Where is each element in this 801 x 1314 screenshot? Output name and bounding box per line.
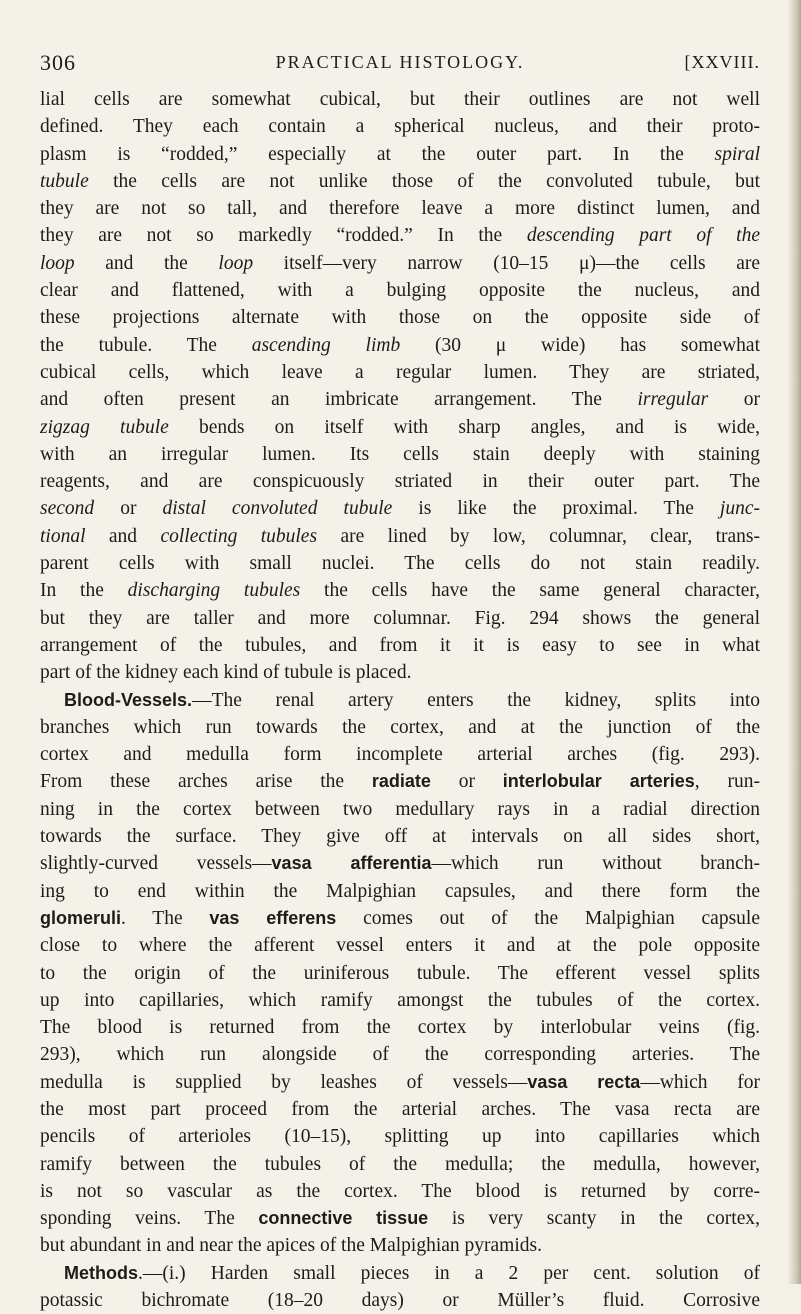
- text-line: [40, 1232, 760, 1259]
- text-line: [40, 741, 760, 768]
- text-run: the cells are not unlike those of the convoluted tubule, but: [88, 170, 760, 192]
- page-edge-shadow: [787, 0, 801, 1284]
- italic-term: distal convoluted tubule: [162, 498, 393, 520]
- italic-term: zigzag tubule: [40, 416, 169, 438]
- text-line: [40, 1014, 760, 1041]
- text-line: [40, 495, 760, 522]
- chapter-reference: [XXVIII.: [684, 52, 760, 72]
- text-line: [40, 987, 760, 1014]
- text-line: [40, 1069, 760, 1096]
- bold-term: vasa afferentia: [271, 853, 432, 874]
- italic-term: loop: [40, 252, 75, 274]
- text-run: are lined by low, columnar, clear, trans-: [317, 525, 761, 547]
- bold-term: interlobular arteries: [502, 771, 695, 792]
- text-run: or: [708, 389, 760, 411]
- text-line: [40, 1041, 760, 1068]
- text-line: [40, 550, 760, 577]
- text-run: up into capillaries, which ramify amongst the tubules of the cortex.: [40, 989, 760, 1011]
- text-run: cortex and medulla form incomplete arterial arches (fig. 293).: [40, 744, 760, 766]
- text-run: .—(i.) Harden small pieces in a 2 per cent. solution of: [138, 1262, 760, 1284]
- text-run: the cells have the same general character,: [300, 580, 760, 602]
- text-run: defined. They each contain a spherical nucleus, and their proto-: [40, 116, 760, 138]
- text-run: and the: [74, 252, 219, 274]
- text-run: (30 μ wide) has somewhat: [400, 334, 760, 356]
- text-run: the most part proceed from the arterial arches. The vasa recta are: [40, 1098, 760, 1120]
- text-run: In the: [40, 580, 128, 602]
- italic-term: discharging tubules: [127, 580, 301, 602]
- text-run: is very scanty in the cortex,: [428, 1208, 761, 1230]
- text-run: , run-: [694, 771, 760, 793]
- italic-term: descending part of the: [526, 225, 760, 247]
- text-line: [40, 605, 760, 632]
- text-run: parent cells with small nuclei. The cells do not stain readily.: [40, 553, 760, 575]
- text-run: or: [430, 771, 503, 793]
- text-run: and often present an imbricate arrangement. The: [40, 389, 638, 411]
- text-run: arrangement of the tubules, and from it it is easy to see in what: [40, 634, 760, 656]
- italic-term: second: [40, 498, 95, 520]
- text-line: [40, 632, 760, 659]
- text-line: [40, 277, 760, 304]
- bold-term: vas efferens: [209, 907, 337, 928]
- page-number: 306: [40, 50, 76, 75]
- text-run: plasm is “rodded,” especially at the outer part. In the: [40, 143, 715, 165]
- text-run: but they are taller and more columnar. Fig. 294 shows the general: [40, 607, 760, 629]
- text-run: they are not so markedly “rodded.” In the: [40, 225, 527, 247]
- text-line: [40, 687, 760, 714]
- text-run: . The: [121, 907, 210, 929]
- italic-term: tubule: [40, 170, 89, 192]
- body-text: [40, 86, 760, 1314]
- text-run: but abundant in and near the apices of the Malpighian pyramids.: [40, 1235, 542, 1257]
- text-run: the tubule. The: [40, 334, 252, 356]
- text-line: [40, 850, 760, 877]
- text-line: [40, 1151, 760, 1178]
- bold-term: Blood-Vessels.: [64, 689, 193, 710]
- italic-term: irregular: [637, 389, 709, 411]
- text-line: [40, 932, 760, 959]
- text-run: or: [94, 498, 163, 520]
- text-run: to the origin of the uriniferous tubule. The efferent vessel splits: [40, 962, 760, 984]
- text-line: [40, 414, 760, 441]
- italic-term: collecting tubules: [160, 525, 318, 547]
- italic-term: tional: [40, 525, 86, 547]
- text-run: —which for: [640, 1071, 760, 1093]
- running-title: PRACTICAL HISTOLOGY.: [275, 52, 525, 72]
- text-run: lial cells are somewhat cubical, but their outlines are not well: [40, 89, 760, 110]
- text-line: [40, 1123, 760, 1150]
- text-run: these projections alternate with those on the opposite side of: [40, 307, 760, 329]
- text-run: slightly-curved vessels—: [40, 853, 272, 875]
- text-line: [40, 714, 760, 741]
- bold-term: glomeruli: [40, 907, 122, 928]
- text-run: From these arches arise the: [40, 771, 372, 793]
- text-run: with an irregular lumen. Its cells stain deeply with staining: [40, 443, 760, 465]
- text-line: [40, 796, 760, 823]
- text-run: close to where the afferent vessel enters it and at the pole opposite: [40, 935, 760, 957]
- bold-term: radiate: [371, 771, 431, 792]
- text-line: [40, 878, 760, 905]
- text-run: reagents, and are conspicuously striated in their outer part. The: [40, 471, 760, 493]
- text-line: [40, 332, 760, 359]
- text-run: —which run without branch-: [431, 853, 760, 875]
- text-line: [40, 823, 760, 850]
- italic-term: ascending limb: [251, 334, 401, 356]
- text-line: [40, 659, 760, 686]
- bold-term: vasa recta: [527, 1071, 641, 1092]
- text-run: comes out of the Malpighian capsule: [336, 907, 760, 929]
- text-run: part of the kidney each kind of tubule is placed.: [40, 662, 412, 684]
- text-run: is like the proximal. The: [392, 498, 720, 520]
- text-line: [40, 905, 760, 932]
- text-line: [40, 141, 760, 168]
- text-run: ning in the cortex between two medullary rays in a radial direction: [40, 798, 760, 820]
- text-line: [40, 768, 760, 795]
- text-run: is not so vascular as the cortex. The blood is returned by corre-: [40, 1180, 760, 1202]
- text-run: ramify between the tubules of the medulla; the medulla, however,: [40, 1153, 760, 1175]
- bold-term: Methods: [64, 1262, 138, 1283]
- text-run: clear and flattened, with a bulging opposite the nucleus, and: [40, 280, 760, 302]
- text-line: [40, 113, 760, 140]
- text-run: potassic bichromate (18–20 days) or Müller’s fluid. Corrosive: [40, 1290, 760, 1312]
- text-line: [40, 1178, 760, 1205]
- text-line: [40, 1096, 760, 1123]
- text-line: [40, 250, 760, 277]
- text-run: bends on itself with sharp angles, and is wide,: [168, 416, 760, 438]
- text-line: [40, 304, 760, 331]
- text-line: [40, 468, 760, 495]
- text-run: towards the surface. They give off at intervals on all sides short,: [40, 826, 760, 848]
- text-line: [40, 523, 760, 550]
- text-run: medulla is supplied by leashes of vessels—: [40, 1071, 528, 1093]
- text-line: [40, 441, 760, 468]
- text-line: [40, 960, 760, 987]
- text-line: [40, 1205, 760, 1232]
- text-run: 293), which run alongside of the corresponding arteries. The: [40, 1044, 760, 1066]
- text-line: [40, 359, 760, 386]
- italic-term: junc-: [719, 498, 760, 520]
- text-run: they are not so tall, and therefore leave a more distinct lumen, and: [40, 198, 760, 220]
- text-run: cubical cells, which leave a regular lumen. They are striated,: [40, 361, 760, 383]
- running-head: [40, 50, 760, 80]
- text-run: sponding veins. The: [40, 1208, 259, 1230]
- text-line: [40, 577, 760, 604]
- text-run: —The renal artery enters the kidney, splits into: [192, 689, 760, 711]
- text-line: [40, 86, 760, 113]
- italic-term: spiral: [714, 143, 760, 165]
- text-run: pencils of arterioles (10–15), splitting up into capillaries which: [40, 1126, 760, 1148]
- text-line: [40, 1260, 760, 1287]
- text-run: branches which run towards the cortex, and at the junction of the: [40, 716, 760, 738]
- text-line: [40, 222, 760, 249]
- text-line: [40, 386, 760, 413]
- text-line: [40, 195, 760, 222]
- text-line: [40, 1287, 760, 1314]
- bold-term: connective tissue: [258, 1208, 429, 1229]
- text-run: ing to end within the Malpighian capsules, and there form the: [40, 880, 760, 902]
- text-line: [40, 168, 760, 195]
- text-run: The blood is returned from the cortex by interlobular veins (fig.: [40, 1017, 760, 1039]
- italic-term: loop: [218, 252, 254, 274]
- text-run: itself—very narrow (10–15 μ)—the cells are: [253, 252, 760, 274]
- text-run: and: [85, 525, 161, 547]
